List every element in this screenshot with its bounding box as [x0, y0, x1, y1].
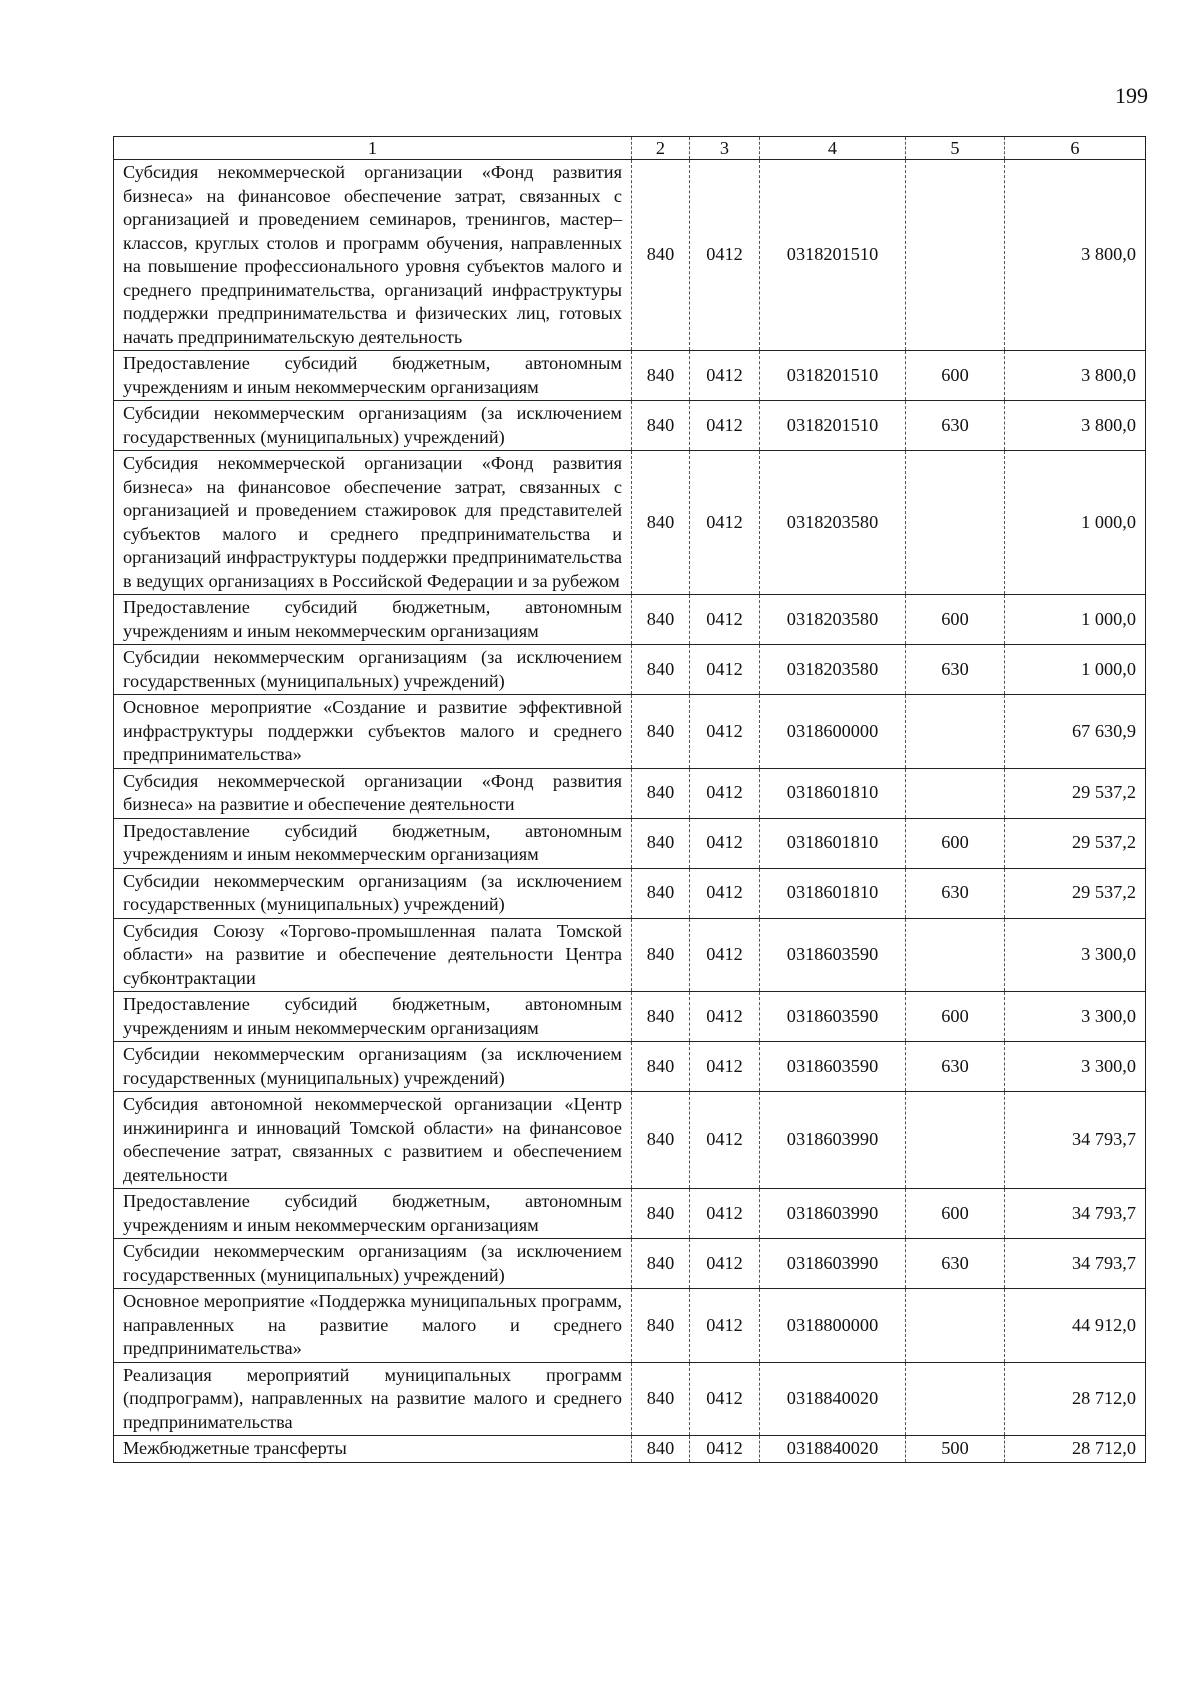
row-amount: 3 300,0: [1005, 918, 1146, 992]
row-description: Субсидии некоммерческим организациям (за исключением государственных (муниципальных) учреждений): [114, 401, 632, 451]
row-code-expense-type: 600: [906, 818, 1005, 868]
row-code-target: 0318603990: [760, 1189, 906, 1239]
row-amount: 29 537,2: [1005, 868, 1146, 918]
row-code-section: 0412: [690, 401, 760, 451]
row-code-section: 0412: [690, 1362, 760, 1436]
row-code-ministry: 840: [632, 451, 690, 595]
row-code-ministry: 840: [632, 918, 690, 992]
table-row: [114, 401, 1146, 451]
row-amount: 3 800,0: [1005, 160, 1146, 351]
table-row: [114, 695, 1146, 769]
row-code-section: 0412: [690, 1092, 760, 1189]
table-row: [114, 351, 1146, 401]
row-code-target: 0318203580: [760, 595, 906, 645]
table-body: [114, 160, 1146, 1463]
row-amount: 3 300,0: [1005, 1042, 1146, 1092]
table-row: [114, 868, 1146, 918]
row-code-expense-type: 600: [906, 351, 1005, 401]
row-code-section: 0412: [690, 1289, 760, 1363]
row-code-target: 0318201510: [760, 160, 906, 351]
row-code-expense-type: 630: [906, 1042, 1005, 1092]
table-header-row: [114, 137, 1146, 160]
row-code-section: 0412: [690, 451, 760, 595]
row-description: Предоставление субсидий бюджетным, автономным учреждениям и иным некоммерческим организациям: [114, 818, 632, 868]
row-description: Субсидия некоммерческой организации «Фонд развития бизнеса» на финансовое обеспечение затрат, связанных с организацией и проведением стажировок для представителей субъектов малого и среднего предпринимательства и организаций инфраструктуры поддержки предпринимательства в ведущих организациях в Российской Федерации и за рубежом: [114, 451, 632, 595]
row-code-target: 0318800000: [760, 1289, 906, 1363]
row-code-section: 0412: [690, 695, 760, 769]
row-code-ministry: 840: [632, 595, 690, 645]
row-amount: 28 712,0: [1005, 1362, 1146, 1436]
row-description: Основное мероприятие «Поддержка муниципальных программ, направленных на развитие малого и среднего предпринимательства»: [114, 1289, 632, 1363]
table-row: [114, 595, 1146, 645]
row-code-target: 0318840020: [760, 1436, 906, 1463]
table-row: [114, 1189, 1146, 1239]
row-code-target: 0318603990: [760, 1239, 906, 1289]
row-amount: 1 000,0: [1005, 595, 1146, 645]
row-amount: 34 793,7: [1005, 1239, 1146, 1289]
header-cell: 2: [632, 137, 690, 160]
row-amount: 3 800,0: [1005, 351, 1146, 401]
page-number: 199: [1115, 83, 1148, 108]
table-row: [114, 768, 1146, 818]
row-code-ministry: 840: [632, 1189, 690, 1239]
header-cell: 1: [114, 137, 632, 160]
row-code-expense-type: [906, 1362, 1005, 1436]
row-code-target: 0318201510: [760, 401, 906, 451]
row-code-ministry: 840: [632, 992, 690, 1042]
row-code-expense-type: [906, 451, 1005, 595]
row-code-target: 0318603590: [760, 992, 906, 1042]
row-code-target: 0318603590: [760, 1042, 906, 1092]
row-code-ministry: 840: [632, 160, 690, 351]
row-description: Субсидия некоммерческой организации «Фонд развития бизнеса» на финансовое обеспечение затрат, связанных с организацией и проведением семинаров, тренингов, мастер–классов, круглых столов и программ обучения, направленных на повышение профессионального уровня субъектов малого и среднего предпринимательства, организаций инфраструктуры поддержки предпринимательства и физических лиц, готовых начать предпринимательскую деятельность: [114, 160, 632, 351]
row-code-section: 0412: [690, 992, 760, 1042]
row-code-expense-type: 600: [906, 992, 1005, 1042]
row-code-expense-type: [906, 1092, 1005, 1189]
row-description: Предоставление субсидий бюджетным, автономным учреждениям и иным некоммерческим организациям: [114, 595, 632, 645]
row-code-expense-type: 600: [906, 1189, 1005, 1239]
row-code-target: 0318600000: [760, 695, 906, 769]
row-amount: 29 537,2: [1005, 818, 1146, 868]
row-description: Реализация мероприятий муниципальных программ (подпрограмм), направленных на развитие малого и среднего предпринимательства: [114, 1362, 632, 1436]
row-code-ministry: 840: [632, 1362, 690, 1436]
row-amount: 1 000,0: [1005, 645, 1146, 695]
row-description: Субсидии некоммерческим организациям (за исключением государственных (муниципальных) учреждений): [114, 1042, 632, 1092]
table-row: [114, 1239, 1146, 1289]
row-amount: 3 800,0: [1005, 401, 1146, 451]
row-description: Субсидия Союзу «Торгово-промышленная палата Томской области» на развитие и обеспечение деятельности Центра субконтрактации: [114, 918, 632, 992]
table-row: [114, 160, 1146, 351]
table-row: [114, 645, 1146, 695]
row-code-section: 0412: [690, 1189, 760, 1239]
row-description: Предоставление субсидий бюджетным, автономным учреждениям и иным некоммерческим организациям: [114, 351, 632, 401]
row-code-target: 0318203580: [760, 645, 906, 695]
row-code-target: 0318601810: [760, 818, 906, 868]
row-code-expense-type: [906, 918, 1005, 992]
row-description: Основное мероприятие «Создание и развитие эффективной инфраструктуры поддержки субъектов малого и среднего предпринимательства»: [114, 695, 632, 769]
row-description: Межбюджетные трансферты: [114, 1436, 632, 1463]
table-row: [114, 818, 1146, 868]
budget-table: [113, 136, 1146, 1463]
row-code-target: 0318201510: [760, 351, 906, 401]
row-code-expense-type: 630: [906, 645, 1005, 695]
row-code-ministry: 840: [632, 818, 690, 868]
header-cell: 3: [690, 137, 760, 160]
row-code-expense-type: 630: [906, 1239, 1005, 1289]
row-amount: 67 630,9: [1005, 695, 1146, 769]
row-code-ministry: 840: [632, 868, 690, 918]
row-code-section: 0412: [690, 351, 760, 401]
row-code-expense-type: [906, 768, 1005, 818]
row-code-ministry: 840: [632, 768, 690, 818]
row-description: Предоставление субсидий бюджетным, автономным учреждениям и иным некоммерческим организациям: [114, 1189, 632, 1239]
row-amount: 29 537,2: [1005, 768, 1146, 818]
row-code-expense-type: 630: [906, 401, 1005, 451]
table-row: [114, 918, 1146, 992]
row-code-ministry: 840: [632, 1436, 690, 1463]
row-code-ministry: 840: [632, 1092, 690, 1189]
row-code-section: 0412: [690, 160, 760, 351]
header-cell: 6: [1005, 137, 1146, 160]
row-code-ministry: 840: [632, 401, 690, 451]
row-code-ministry: 840: [632, 351, 690, 401]
row-description: Субсидии некоммерческим организациям (за исключением государственных (муниципальных) учреждений): [114, 645, 632, 695]
row-code-target: 0318601810: [760, 768, 906, 818]
table-row: [114, 1362, 1146, 1436]
row-amount: 34 793,7: [1005, 1092, 1146, 1189]
row-code-section: 0412: [690, 818, 760, 868]
row-code-expense-type: [906, 1289, 1005, 1363]
row-code-ministry: 840: [632, 1239, 690, 1289]
row-code-ministry: 840: [632, 645, 690, 695]
header-cell: 4: [760, 137, 906, 160]
row-code-section: 0412: [690, 768, 760, 818]
row-code-target: 0318840020: [760, 1362, 906, 1436]
header-cell: 5: [906, 137, 1005, 160]
row-description: Субсидии некоммерческим организациям (за исключением государственных (муниципальных) учреждений): [114, 868, 632, 918]
table-row: [114, 1289, 1146, 1363]
row-code-expense-type: [906, 695, 1005, 769]
row-amount: 44 912,0: [1005, 1289, 1146, 1363]
row-description: Предоставление субсидий бюджетным, автономным учреждениям и иным некоммерческим организациям: [114, 992, 632, 1042]
row-code-target: 0318203580: [760, 451, 906, 595]
row-code-expense-type: 500: [906, 1436, 1005, 1463]
row-code-section: 0412: [690, 868, 760, 918]
row-description: Субсидии некоммерческим организациям (за исключением государственных (муниципальных) учреждений): [114, 1239, 632, 1289]
row-code-section: 0412: [690, 645, 760, 695]
row-code-expense-type: 630: [906, 868, 1005, 918]
row-code-section: 0412: [690, 918, 760, 992]
row-amount: 1 000,0: [1005, 451, 1146, 595]
table-row: [114, 1436, 1146, 1463]
row-code-expense-type: 600: [906, 595, 1005, 645]
row-code-ministry: 840: [632, 695, 690, 769]
row-code-ministry: 840: [632, 1042, 690, 1092]
row-code-target: 0318601810: [760, 868, 906, 918]
row-code-section: 0412: [690, 595, 760, 645]
row-code-section: 0412: [690, 1239, 760, 1289]
row-code-ministry: 840: [632, 1289, 690, 1363]
table-row: [114, 992, 1146, 1042]
row-code-target: 0318603990: [760, 1092, 906, 1189]
row-code-section: 0412: [690, 1042, 760, 1092]
row-code-target: 0318603590: [760, 918, 906, 992]
row-amount: 28 712,0: [1005, 1436, 1146, 1463]
row-code-expense-type: [906, 160, 1005, 351]
table-row: [114, 1092, 1146, 1189]
table-row: [114, 451, 1146, 595]
row-amount: 3 300,0: [1005, 992, 1146, 1042]
row-description: Субсидия автономной некоммерческой организации «Центр инжиниринга и инноваций Томской области» на финансовое обеспечение затрат, связанных с развитием и обеспечением деятельности: [114, 1092, 632, 1189]
table-row: [114, 1042, 1146, 1092]
row-description: Субсидия некоммерческой организации «Фонд развития бизнеса» на развитие и обеспечение деятельности: [114, 768, 632, 818]
row-code-section: 0412: [690, 1436, 760, 1463]
row-amount: 34 793,7: [1005, 1189, 1146, 1239]
